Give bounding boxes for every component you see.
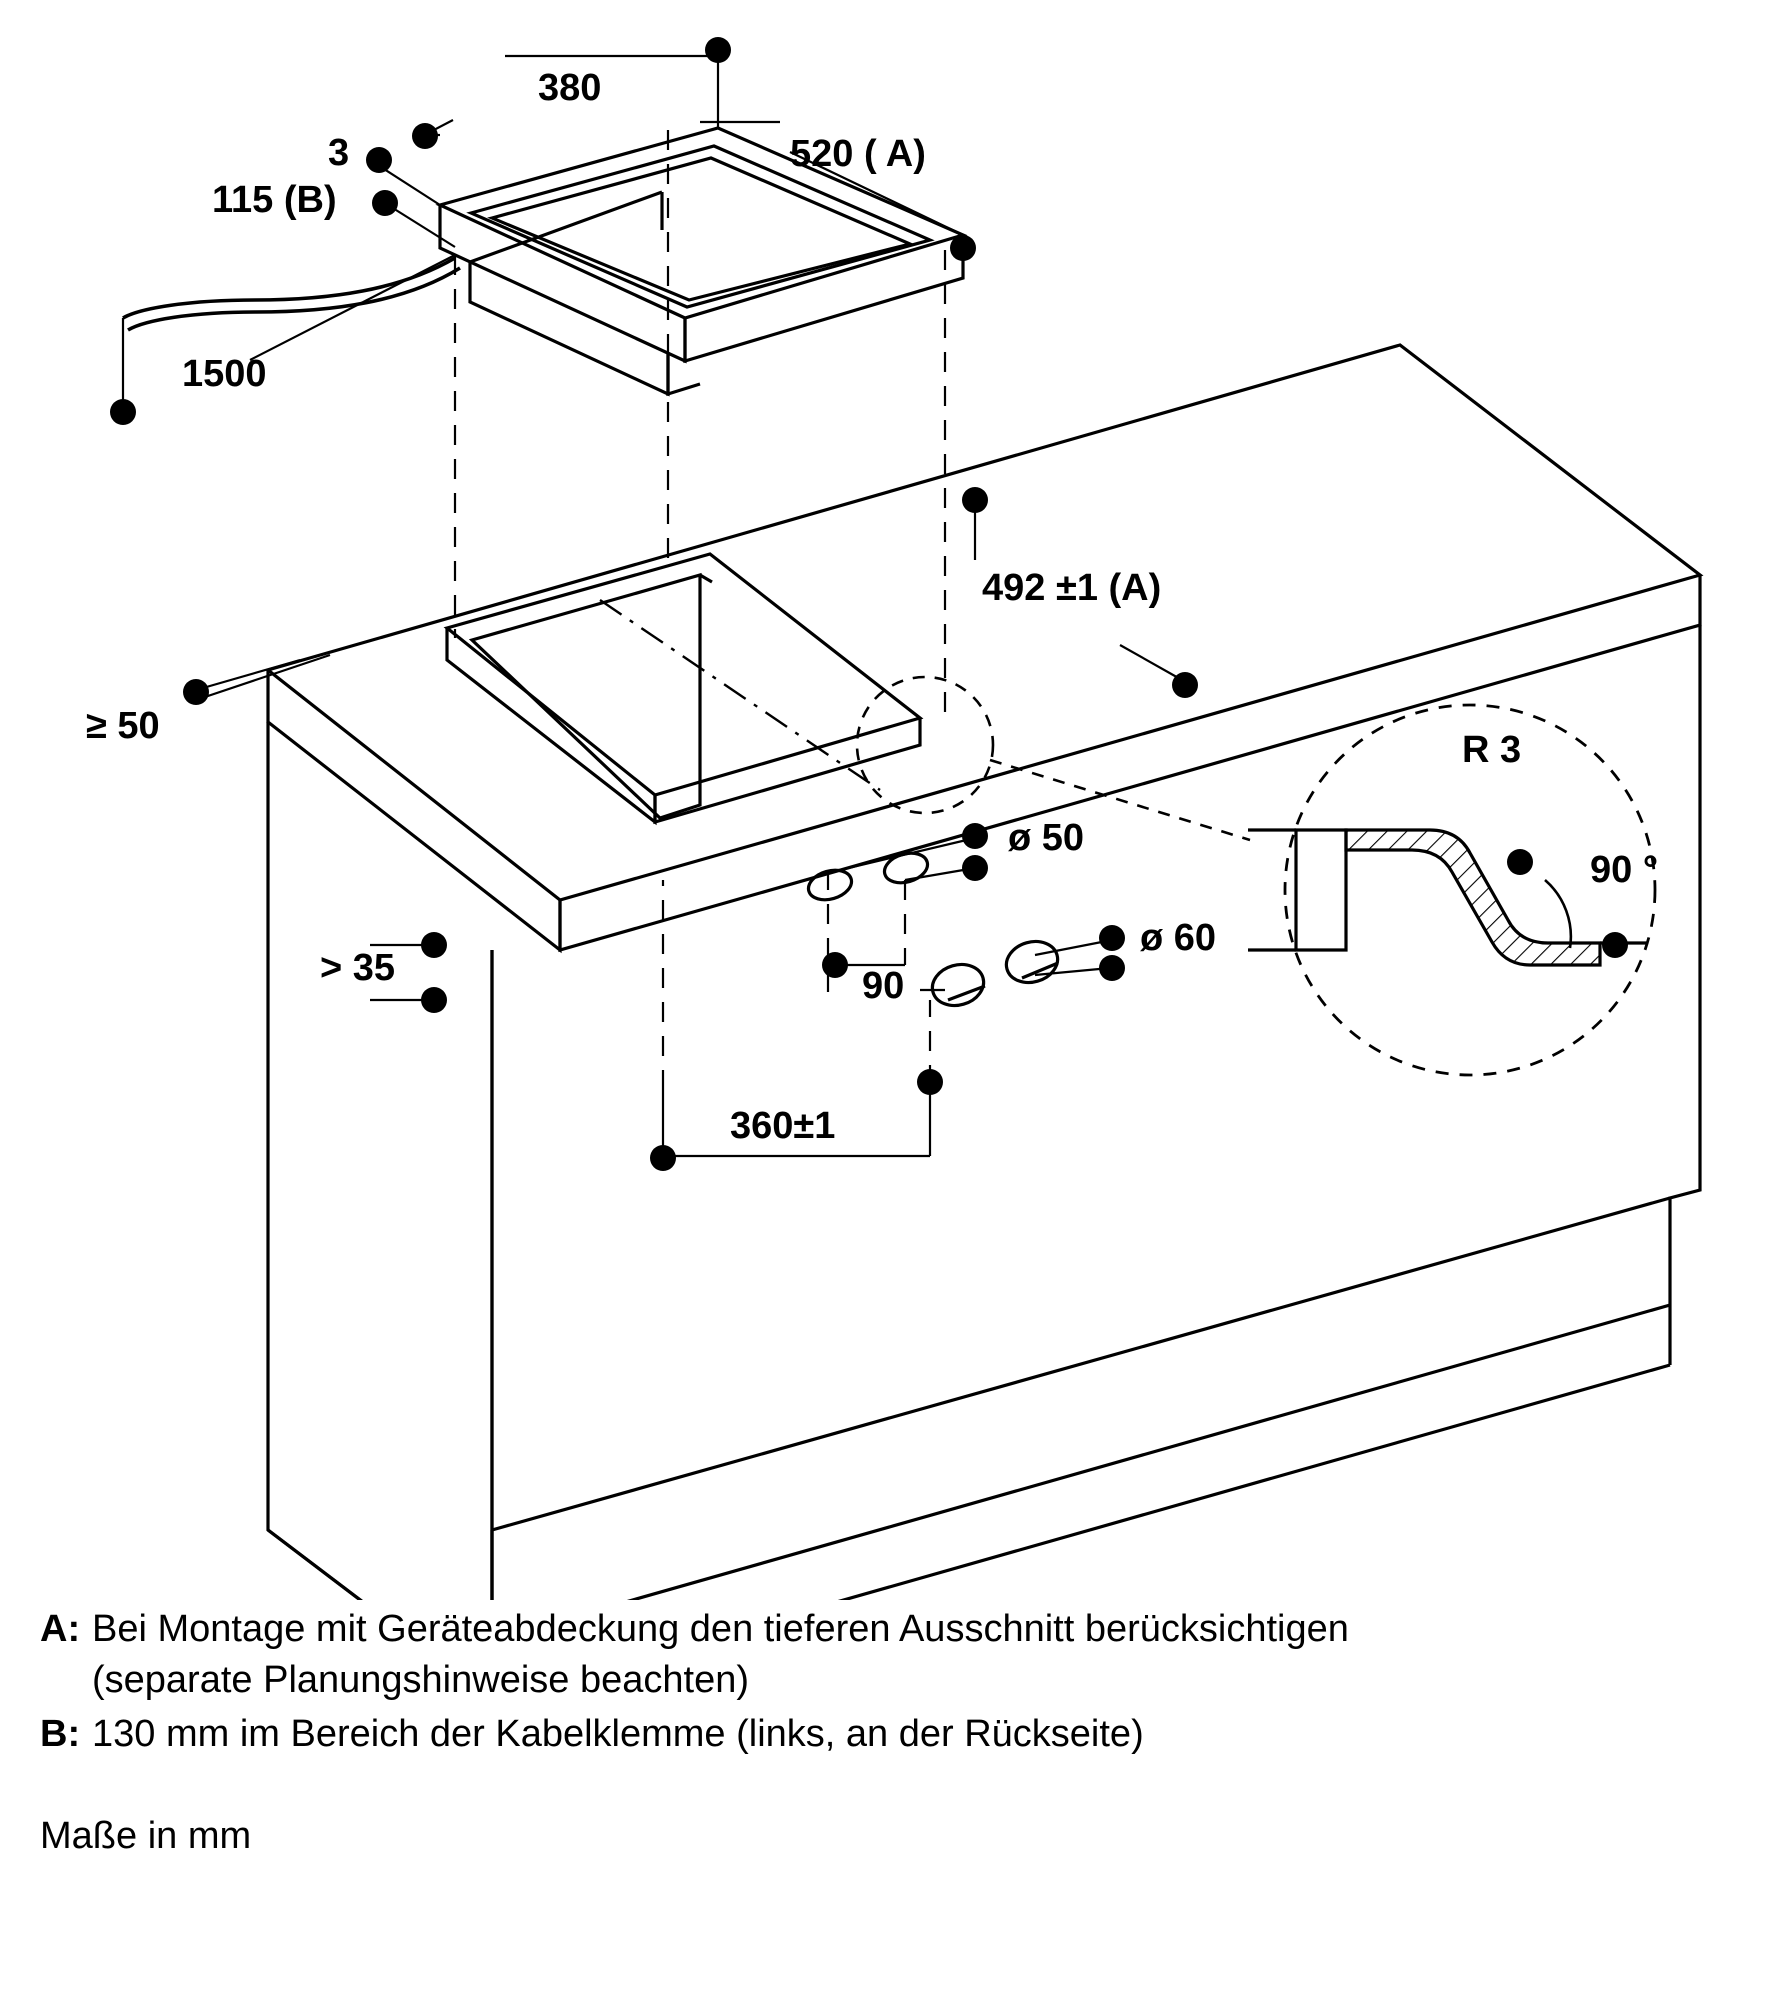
dim-gt-35: > 35 <box>320 947 396 989</box>
dim-r3: R 3 <box>1462 729 1522 771</box>
dim-min-50: ≥ 50 <box>86 705 160 747</box>
dim-3: 3 <box>328 132 350 174</box>
notes-block <box>40 1605 1740 1858</box>
note-a-text: Bei Montage mit Geräteabdeckung den tieferen Ausschnitt berücksichtigen <box>92 1608 1349 1650</box>
dim-492A: 492 ±1 (A) <box>982 567 1162 609</box>
centerline <box>600 600 880 790</box>
units-note: Maße in mm <box>40 1814 252 1857</box>
note-a-sub: (separate Planungshinweise beachten) <box>92 1658 749 1701</box>
dim-1500: 1500 <box>182 353 267 395</box>
dim-dia-50: ø 50 <box>1008 817 1085 859</box>
dim-dia-60: ø 60 <box>1140 917 1217 959</box>
note-b <box>40 1710 1740 1759</box>
dim-90-degrees: 90 ° <box>1590 849 1659 891</box>
note-b-key: B: <box>40 1713 81 1756</box>
worktop-and-cabinet <box>268 345 1700 1600</box>
dim-360: 360±1 <box>730 1105 836 1147</box>
note-a-key: A: <box>40 1608 81 1650</box>
note-a <box>40 1605 1740 1654</box>
power-cable <box>123 258 460 330</box>
dim-115B: 115 (B) <box>212 179 337 221</box>
service-openings <box>805 848 1063 1011</box>
dim-520A: 520 ( A) <box>790 133 926 175</box>
dim-380: 380 <box>538 67 602 109</box>
dim-90: 90 <box>862 965 905 1007</box>
note-b-text: 130 mm im Bereich der Kabelklemme (links, an der Rückseite) <box>92 1713 1144 1756</box>
